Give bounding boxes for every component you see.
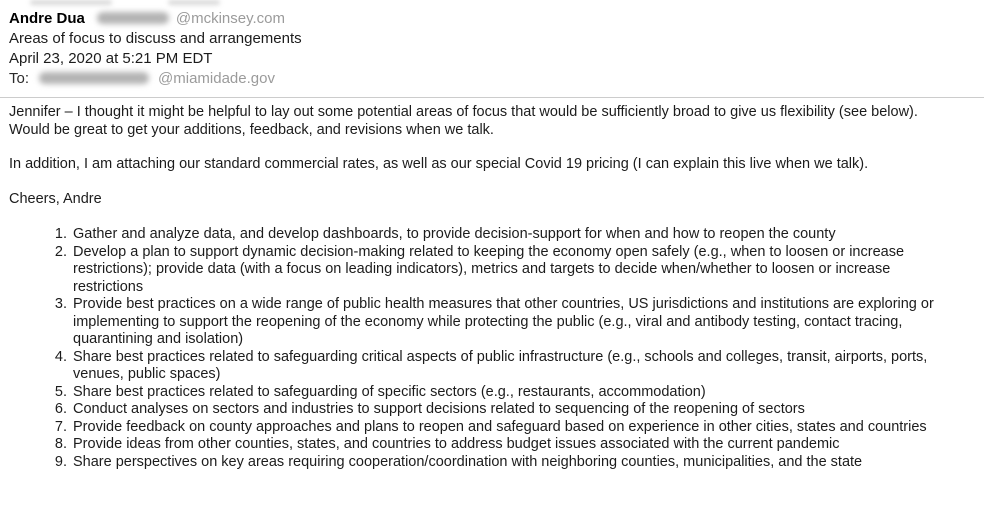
- list-item-6: 6. Conduct analyses on sectors and industries to support decisions related to sequencing of the reopening of sectors: [71, 401, 948, 419]
- rates-paragraph: In addition, I am attaching our standard commercial rates, as well as our special Covid 19 pricing (I can explain this live when we talk).: [9, 156, 869, 172]
- email-header: [9, 9, 974, 89]
- focus-areas-list: [9, 226, 948, 471]
- list-item-3: 3. Provide best practices on a wide range of public health measures that other countries, US jurisdictions and institutions are exploring or implementing to support the reopening of the economy while protecting the public (e.g., viral and antibody testing, contact tracing, quarantining and isolation): [71, 296, 948, 349]
- email-body: [9, 98, 974, 471]
- list-item-1: 1. Gather and analyze data, and develop dashboards, to provide decision-support for when and how to reopen the county: [71, 226, 948, 244]
- redacted-recipient-address: [39, 72, 149, 84]
- sender-email-domain: @mckinsey.com: [175, 10, 285, 27]
- blur-smudge: [168, 0, 220, 5]
- sender-name: Andre Dua: [9, 10, 85, 27]
- list-item-4: 4. Share best practices related to safeguarding critical aspects of public infrastructure (e.g., schools and colleges, transit, airports, ports, venues, public spaces): [71, 349, 948, 384]
- cropped-blur-artifact: [0, 0, 984, 6]
- redacted-sender-address: [97, 12, 169, 24]
- list-item-2: 2. Develop a plan to support dynamic decision-making related to keeping the economy open safely (e.g., when to loosen or increase restrictions); provide data (with a focus on leading indicators), metrics and targets to decide when/whether to loosen or increase restrictions: [71, 244, 948, 297]
- from-line: [9, 9, 974, 29]
- list-item-7: 7. Provide feedback on county approaches and plans to reopen and safeguard based on experience in other cities, states and countries: [71, 419, 948, 437]
- blur-smudge: [30, 0, 112, 5]
- list-item-9: 9. Share perspectives on key areas requiring cooperation/coordination with neighboring counties, municipalities, and the state: [71, 454, 948, 472]
- recipient-email-domain: @miamidade.gov: [158, 70, 275, 87]
- intro-paragraph: Jennifer – I thought it might be helpful to lay out some potential areas of focus that would be sufficiently broad to give us flexibility (see below). Would be great to get your additions, feedback, and revisions when we talk.: [9, 104, 918, 138]
- signoff: Cheers, Andre: [9, 190, 102, 207]
- to-line: [9, 69, 974, 89]
- list-item-8: 8. Provide ideas from other counties, states, and countries to address budget issues associated with the current pandemic: [71, 436, 948, 454]
- to-label: To:: [9, 70, 30, 87]
- date-line: April 23, 2020 at 5:21 PM EDT: [9, 50, 213, 67]
- subject-line: Areas of focus to discuss and arrangements: [9, 30, 302, 47]
- list-item-5: 5. Share best practices related to safeguarding of specific sectors (e.g., restaurants, accommodation): [71, 384, 948, 402]
